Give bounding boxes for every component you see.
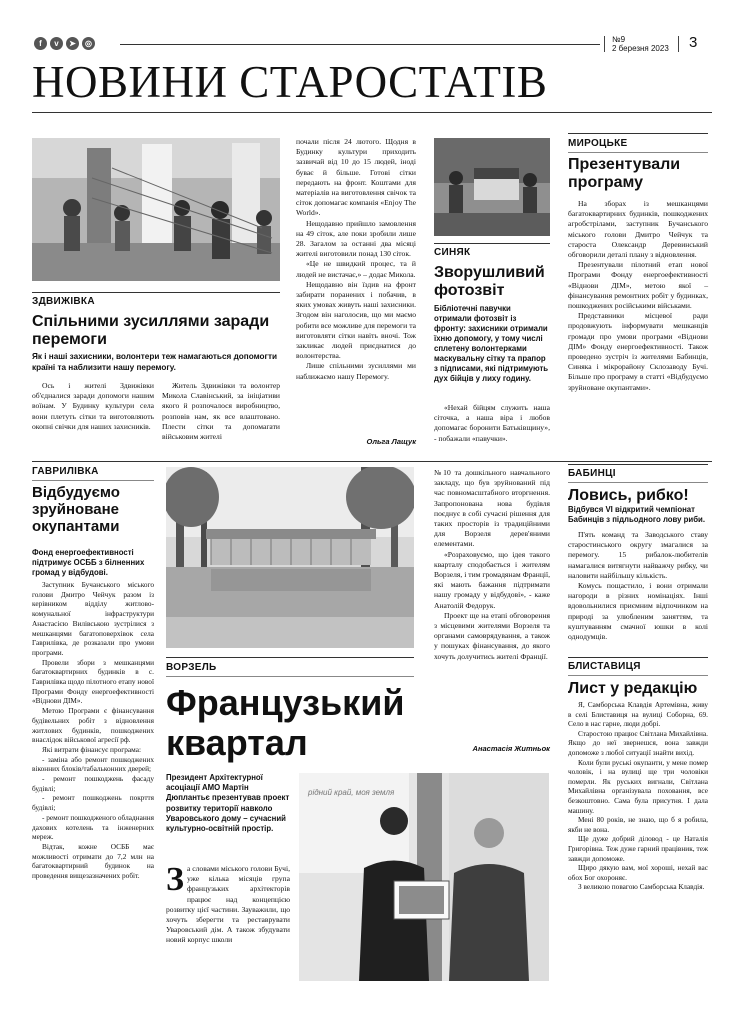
blystavytsia-p6: Щиро дякую вам, мої хороші, нехай вас обох Бог охороняє. xyxy=(568,863,708,882)
facebook-icon[interactable]: f xyxy=(34,37,47,50)
myrotske-rule xyxy=(568,133,708,134)
presentation-photo xyxy=(299,773,549,981)
zdyzhivka-col3-a: почали після 24 лютого. Щодня в Будинку культури приходить зазвичай від 10 до 15 людей, іноді буває й більше. Готові сітки передають на фронт. Коштами для матеріалів на виготовлення свічок та сіток допомагає компанія «Enjoy The World». xyxy=(296,137,416,218)
babyntsi-rule-2 xyxy=(568,482,708,483)
myrotske-rule-2 xyxy=(568,152,708,153)
architecture-render-photo xyxy=(166,467,414,648)
zdyzhivka-rule xyxy=(32,292,280,293)
zdyzhivka-col3-b: Нещодавно прийшло замовлення на 49 сіток, але поки зробили лише 28. Загалом за останні два місяці жителі виготовили понад 130 сіток. xyxy=(296,218,416,259)
myrotske-p3: Представники місцевої ради продовжують інформувати мешканців громади про умови програми «Віднови ДІМ» Фонду енергоефективності. Також проведено зустріч із жителями Бабинців, Синяка і мікрорайону Склозаводу Бучі. Більше про програму в статті «Відбудуємо зруйноване окупантами». xyxy=(568,311,708,392)
vorzel-col3-a: №10 та дошкільного навчального закладу, що був зруйнований під час повномасштабного вторгнення. Запропонована нова будівля поєднує в собі сучасні рішення для таких просторів із традиційними для Ворзеля дерев'яними елементами. xyxy=(434,468,550,549)
havrylivka-headline: Відбудуємо зруйноване окупантами xyxy=(32,484,120,535)
vorzel-col2-text: а словами міського голови Бучі, уже кілька місяців група французьких архітекторів працює над концепцією розвитку цієї частини. Зауважили, що хочуть зберегти та реставрувати Уваровський дім. А також збудувати новий корпус школи xyxy=(166,864,290,945)
babyntsi-p1: П'ять команд та Заводського ставу старостинського округу змагалися за перемогу. 15 рибалок-любителів намагалися витягнути найважчу рибку, чи наловити найбільшу кількість. xyxy=(568,530,708,580)
social-icons xyxy=(34,37,95,50)
myrotske-headline: Презентували програму xyxy=(568,156,681,191)
blystavytsia-rule xyxy=(568,657,708,658)
header-separator-2 xyxy=(678,36,679,52)
havrylivka-l2: - ремонт пошкоджень фасаду будівлі; xyxy=(32,774,154,793)
babyntsi-kicker: БАБИНЦІ xyxy=(568,468,616,479)
vorzel-lead: Президент Архітектурної асоціації АМО Мартін Дюплантьє презентував проект розвитку території навколо Уваровського дому – сучасний культурно-освітній простір. xyxy=(166,773,290,834)
vorzel-col3 xyxy=(434,468,550,662)
soldiers-photo xyxy=(434,138,550,236)
blystavytsia-p2: Старостою працює Світлана Михайлівна. Якщо до неї звернешся, вона завжди допоможе з любої ситуації знайти вихід. xyxy=(568,728,708,757)
myrotske-p2: Презентували пілотний етап нової Програми Фонду енергоефективності «Віднови ДІМ», метою якої – фінансування ремонтних робіт у будинках, пошкоджених російськими військами. xyxy=(568,260,708,311)
vorzel-headline: Французький квартал xyxy=(166,682,405,763)
havrylivka-l1: - заміна або ремонт пошкоджених віконних блоків/табальконних дверей; xyxy=(32,754,154,774)
page-number: 3 xyxy=(689,34,698,51)
zdyzhivka-col3-d: Нещодавно він їздив на фронт забирати поранених і побачив, в яких умовах живуть наші захисники. Згодом він наголосив, що ми маємо робити все можливе для перемоги та виготовляти сітки навіть вночі. Тож закликає людей приєднатися до волонтерства. xyxy=(296,279,416,361)
photo-wall-sign: рідний край, моя земля xyxy=(308,788,395,797)
myrotske-body xyxy=(568,199,708,393)
havrylivka-p3: Метою Програми є фінансування будівельних робіт з відновлення житлових будинків, пошкоджених внаслідок військової агресії рф. xyxy=(32,706,154,745)
zdyzhivka-author: Ольга Лащук xyxy=(366,437,416,446)
blystavytsia-body xyxy=(568,700,708,892)
havrylivka-kicker: ГАВРИЛІВКА xyxy=(32,466,99,477)
synyak-kicker: СИНЯК xyxy=(434,247,471,258)
babyntsi-headline: Ловись, рибко! xyxy=(568,487,689,504)
blystavytsia-p1: Я, Самборська Клавдія Артемівна, живу в селі Блиставиця на вулиці Соборна, 69. Село в нас гарне, люди добрі. xyxy=(568,700,708,729)
volunteers-photo xyxy=(32,138,280,281)
synyak-lead: Бібліотечні павучки отримали фотозвіт із фронту: захисники отримали їхню допомогу, у тому числі сплетену волонтерками маскувальну сітку та прапор з підписами, які підтримують дух бійців у лиху годину. xyxy=(434,304,549,383)
synyak-body-text: «Нехай бійцям служить наша сіточка, а наша віра і любов допомагає боронити Батьківщину», - побажали «павучки». xyxy=(434,403,550,443)
issue-info xyxy=(612,35,669,53)
zdyzhivka-col3 xyxy=(296,137,416,382)
blystavytsia-headline: Лист у редакцію xyxy=(568,680,698,697)
zdyzhivka-lead: Як і наші захисники, волонтери теж намагаються допомогти країні та наблизити нашу перемогу. xyxy=(32,352,278,372)
havrylivka-lead: Фонд енергоефективності підтримує ОСББ з білненних громад у відбудові. xyxy=(32,548,145,577)
myrotske-kicker: МИРОЦЬКЕ xyxy=(568,138,628,149)
vorzel-author: Анастасія Житньок xyxy=(472,744,550,753)
zdyzhivka-col1-text: Ось і жителі Здвижівки об'єдналися заради допомоги нашим воїнам. У Будинку культури села вони плетуть сітки та виготовляють окопні свічки для наших захисників. xyxy=(32,381,154,431)
babyntsi-lead: Відбувся VI відкритий чемпіонат Бабинців з підльодного лову риби. xyxy=(568,505,705,524)
header-separator xyxy=(604,36,605,52)
vorzel-dropcap: З xyxy=(166,861,184,898)
zdyzhivka-col3-e: Лише спільними зусиллями ми наближаємо нашу Перемогу. xyxy=(296,361,416,381)
title-rule xyxy=(32,112,712,113)
zdyzhivka-headline: Спільними зусиллями заради перемоги xyxy=(32,313,270,348)
zdyzhivka-col2 xyxy=(162,381,280,442)
zdyzhivka-col1 xyxy=(32,381,154,432)
havrylivka-p1: Заступник Бучанського міського голови Дмитро Чейчук разом із керівником відділу житлово-комунальної інфраструктури Анастасією Вилівською зустрілися з мешканцями багатоповерхівок села Гаврилівка, де розказали про умови програми. xyxy=(32,580,154,657)
zdyzhivka-kicker: ЗДВИЖІВКА xyxy=(32,296,95,307)
havrylivka-p5: Відтак, кожне ОСББ має можливості отримати до 7,2 млн на багатоквартирний будинок на проведення вищезазначених робіт. xyxy=(32,841,154,881)
babyntsi-p2: Комусь пощастило, і вони отримали нагороди в різних номінаціях. Інші вдовольнилися приємним відпочинком на природі за улюбленим заняттям, та куштуванням смачної юшки в колі однодумців. xyxy=(568,581,708,642)
blystavytsia-p4: Мені 80 років, не знаю, що б я робила, якби не вона. xyxy=(568,815,708,834)
zdyzhivka-col2-text: Житель Здвижівки та волонтер Микола Славінський, за ініціативи якого й розпочалося виробництво, розповів нам, як все влаштовано. Плести сітки та допомагати військовим жителі xyxy=(162,381,280,442)
vorzel-col3-b: «Розраховуємо, що ідея такого кварталу сподобається і жителям Ворзеля, і тим громадянам Франції, які мають бажання підтримати нашу громаду у відбудові», - каже Анатолій Федорук. xyxy=(434,549,550,610)
vorzel-rule xyxy=(166,657,414,658)
havrylivka-p4: Які витрати фінансує програма: xyxy=(42,744,141,754)
blystavytsia-p5: Ще дуже добрий діловод - це Наталія Григорівна. Теж дуже гарний працівник, теж завжди допоможе. xyxy=(568,834,708,863)
issue-number: №9 xyxy=(612,35,626,44)
vorzel-col3-c: Проект ще на етапі обговорення з місцевими жителями Ворзеля та органами самоврядування, а також у пошуках фінансування, до якого хочуть долучитись жителі Франції. xyxy=(434,610,550,661)
myrotske-p1: На зборах із мешканцями багатоквартирних будинків, пошкоджених агробстрілами, заступник Бучанського міського голови Дмитро Чейчук та староста Олександр Деревинський обговорили деталі плану з відновлення. xyxy=(568,199,708,260)
telegram-icon[interactable]: ➤ xyxy=(66,37,79,50)
vorzel-col2 xyxy=(166,861,290,946)
header-rule xyxy=(120,44,600,45)
havrylivka-l3: - ремонт пошкоджень покрття будівлі; xyxy=(32,793,154,813)
havrylivka-p2: Провели збори з мешканцями багатоквартирних будинків в с. Гаврилівка щодо пілотного етапу нової Програми Фонду енергоефективності «Віднови ДІМ». xyxy=(32,657,154,706)
vorzel-rule-2 xyxy=(166,676,414,677)
section-title: НОВИНИ СТАРОСТАТІВ xyxy=(32,57,548,107)
issue-date: 2 березня 2023 xyxy=(612,44,669,53)
synyak-headline: Зворушливий фотозвіт xyxy=(434,264,545,299)
zdyzhivka-col3-c: «Це не швидкий процес, та й людей не вистачає,» – додає Микола. xyxy=(296,259,416,279)
blystavytsia-rule-2 xyxy=(568,675,708,676)
viber-icon[interactable]: v xyxy=(50,37,63,50)
synyak-body xyxy=(434,403,550,444)
babyntsi-rule xyxy=(568,464,708,465)
blystavytsia-kicker: БЛИСТАВИЦЯ xyxy=(568,661,641,672)
synyak-rule xyxy=(434,243,550,244)
vorzel-kicker: ВОРЗЕЛЬ xyxy=(166,662,217,673)
blystavytsia-p7: З великою повагою Самборська Клавдія. xyxy=(578,882,705,892)
instagram-icon[interactable]: ◎ xyxy=(82,37,95,50)
blystavytsia-p3: Коли були руські окупанти, у мене помер чоловік, і на вулиці ще три чоловіки померли. Як руських вигнали, Світлана Михайлівна організувала поховання, все безкоштовно. Сама була присутня. І дала машину. xyxy=(568,757,708,815)
havrylivka-body xyxy=(32,580,154,881)
row-divider xyxy=(32,461,712,462)
havrylivka-l4: - ремонт пошкодженого обладнання дахових котелень та інженерних мереж. xyxy=(32,812,154,842)
havrylivka-rule xyxy=(32,480,154,481)
babyntsi-body xyxy=(568,530,708,642)
